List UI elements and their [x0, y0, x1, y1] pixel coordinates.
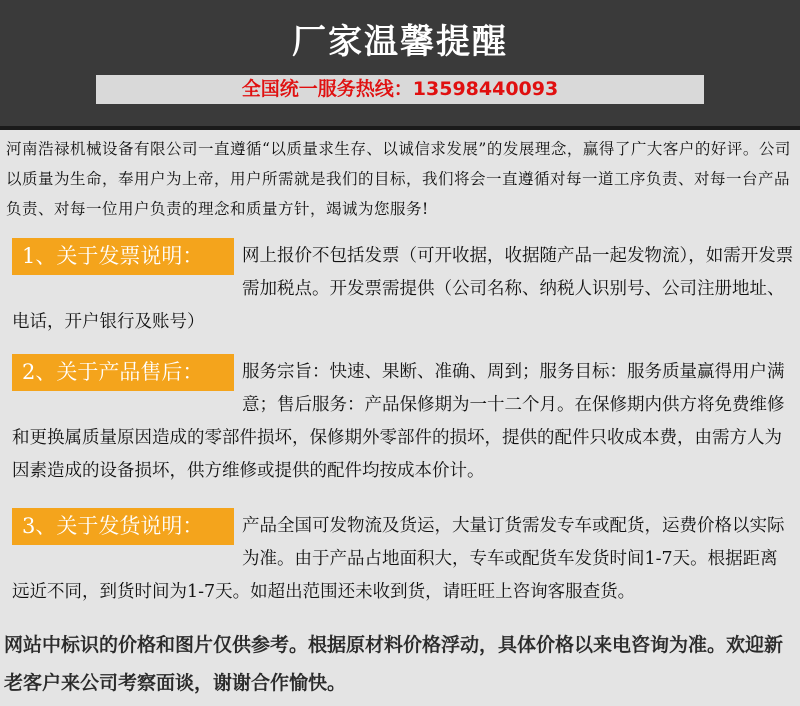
- section-invoice-label: 1、关于发票说明：: [12, 238, 234, 275]
- section-after-sales-text: 服务宗旨：快速、果断、准确、周到；服务目标：服务质量赢得用户满意；售后服务：产品保修期为一十二个月。在保修期内供方将免费维修和更换属质量原因造成的零部件损坏，保修期外零部件的损坏，提供的配件只收成本费，由需方人为因素造成的设备损坏，供方维修或提供的配件均按成本价计。: [12, 362, 785, 481]
- section-after-sales: [12, 354, 794, 488]
- section-after-sales-label: 2、关于产品售后：: [12, 354, 234, 391]
- header-divider: [0, 126, 800, 130]
- section-shipping: [12, 508, 794, 609]
- page-title: 厂家温馨提醒: [292, 22, 508, 62]
- hotline-bar: 全国统一服务热线：13598440093: [96, 75, 704, 104]
- section-invoice: [12, 238, 794, 339]
- section-shipping-label: 3、关于发货说明：: [12, 508, 234, 545]
- company-intro: 河南浩禄机械设备有限公司一直遵循“以质量求生存、以诚信求发展”的发展理念，赢得了广大客户的好评。公司以质量为生命，奉用户为上帝，用户所需就是我们的目标，我们将会一直遵循对每一道工序负责、对每一台产品负责、对每一位用户负责的理念和质量方针，竭诚为您服务!: [6, 140, 791, 218]
- footer-note: 网站中标识的价格和图片仅供参考。根据原材料价格浮动，具体价格以来电咨询为准。欢迎新老客户来公司考察面谈，谢谢合作愉快。: [4, 634, 784, 694]
- section-invoice-text: 网上报价不包括发票（可开收据，收据随产品一起发物流），如需开发票需加税点。开发票需提供（公司名称、纳税人识别号、公司注册地址、电话，开户银行及账号）: [12, 246, 794, 332]
- section-shipping-text: 产品全国可发物流及货运，大量订货需发专车或配货，运费价格以实际为准。由于产品占地面积大，专车或配货车发货时间1-7天。根据距离远近不同，到货时间为1-7天。如超出范围还未收到货，请旺旺上咨询客服查货。: [12, 516, 785, 602]
- header-banner: [0, 0, 800, 126]
